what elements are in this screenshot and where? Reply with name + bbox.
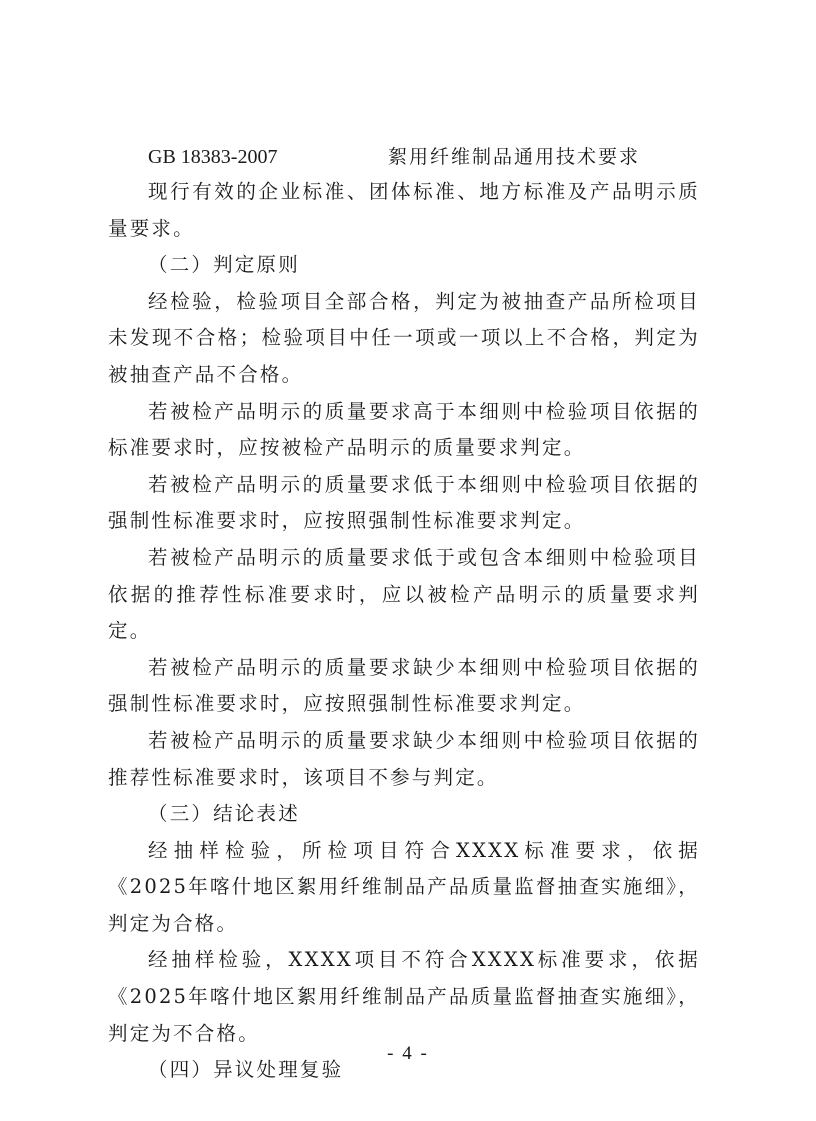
paragraph: 现行有效的企业标准、团体标准、地方标准及产品明示质量要求。 bbox=[108, 180, 700, 240]
paragraph: 若被检产品明示的质量要求缺少本细则中检验项目依据的推荐性标准要求时，该项目不参与判定。 bbox=[108, 728, 700, 789]
paragraph: 经检验，检验项目全部合格，判定为被抽查产品所检项目未发现不合格；检验项目中任一项或一项以上不合格，判定为被抽查产品不合格。 bbox=[108, 289, 700, 386]
paragraph: 若被检产品明示的质量要求低于本细则中检验项目依据的强制性标准要求时，应按照强制性标准要求判定。 bbox=[108, 472, 700, 533]
section-heading: （四）异议处理复验 bbox=[148, 1058, 344, 1082]
paragraph: 经抽样检验，XXXX项目不符合XXXX标准要求，依据《2025年喀什地区絮用纤维制品产品质量监督抽查实施细》，判定为不合格。 bbox=[108, 948, 700, 1045]
standard-reference bbox=[148, 142, 708, 172]
page-number: - 4 - bbox=[387, 1043, 429, 1064]
section-heading: （二）判定原则 bbox=[148, 253, 300, 277]
section-heading: （三）结论表述 bbox=[148, 802, 300, 826]
paragraph: 经抽样检验，所检项目符合XXXX标准要求，依据《2025年喀什地区絮用纤维制品产品质量监督抽查实施细》，判定为合格。 bbox=[108, 838, 700, 935]
paragraph: 若被检产品明示的质量要求高于本细则中检验项目依据的标准要求时，应按被检产品明示的质量要求判定。 bbox=[108, 399, 700, 460]
paragraph: 若被检产品明示的质量要求缺少本细则中检验项目依据的强制性标准要求时，应按照强制性标准要求判定。 bbox=[108, 655, 700, 716]
paragraph: 若被检产品明示的质量要求低于或包含本细则中检验项目依据的推荐性标准要求时，应以被检产品明示的质量要求判定。 bbox=[108, 545, 700, 643]
standard-code: GB 18383-2007 bbox=[148, 146, 278, 168]
standard-name: 絮用纤维制品通用技术要求 bbox=[388, 146, 641, 168]
body-text bbox=[108, 174, 700, 1089]
